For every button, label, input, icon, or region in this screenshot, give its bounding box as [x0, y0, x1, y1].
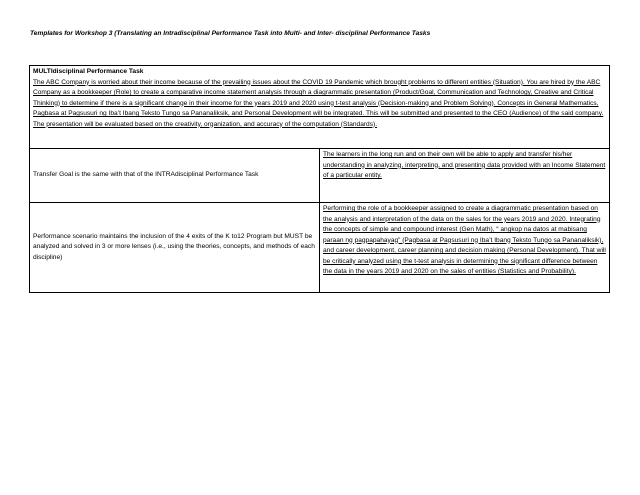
- row-content: The learners in the long run and on their own will be able to apply and transfer his/her understanding in analyzing, interpreting, and presenting data provided with an Income Statement of a particular entity.: [320, 149, 610, 203]
- table-row: [30, 203, 610, 293]
- table-header-row: [30, 66, 610, 149]
- multidisciplinal-task-cell: [30, 66, 610, 149]
- document-title: Templates for Workshop 3 (Translating an Intradisciplinal Performance Task into Multi- and Inter- disciplinal Performance Tasks: [30, 30, 431, 37]
- row-label: Transfer Goal is the same with that of the INTRAdisciplinal Performance Task: [30, 149, 320, 203]
- performance-task-table: [29, 65, 610, 293]
- row-label: Performance scenario maintains the inclusion of the 4 exits of the K to12 Program but MUST be analyzed and solved in 3 or more lenses (i.e., using the theories, concepts, and methods of each discipline): [30, 203, 320, 293]
- table-row: [30, 149, 610, 203]
- row-content: Performing the role of a bookkeeper assigned to create a diagrammatic presentation based on the analysis and interpretation of the data on the sales for the years 2019 and 2020. Integrating the concepts of simple and compound interest (Gen Math), “ angkop na datos at mabisang paraan ng pagpapahayag” (Pagbasa at Pagsusuri ng Iba’t Ibang Teksto Tungo sa Pananaliksik), and career development, career planning and decision making (Personal Development). That will be critically analyzed using the t-test analysis in determining the significant difference between the data in the years 2019 and 2020 on the sales of entities (Statistics and Probability).: [320, 203, 610, 293]
- task-heading: MULTIdisciplinal Performance Task: [33, 68, 144, 75]
- task-description: The ABC Company is worried about their income because of the prevailing issues about the COVID 19 Pandemic which brought problems to different entities (Situation). You are hired by the ABC Company as a bookkeeper (Role) to create a comparative income statement analysis through a diagrammatic presentation (Product/Goal, Communication and Technology, Creative and Critical Thinking) to determine if there is a significant change in their income for the years 2019 and 2020 using t-test analysis (Decision-making and Problem Solving). Concepts in General Mathematics, Pagbasa at Pagsusuri ng Iba’t Ibang Teksto Tungo sa Pananaliksik, and Personal Development will be integrated. This will be submitted and presented to the CEO (Audience) of the said company. The presentation will be evaluated based on the creativity, organization, and accuracy of the computation (Standards).: [33, 78, 604, 128]
